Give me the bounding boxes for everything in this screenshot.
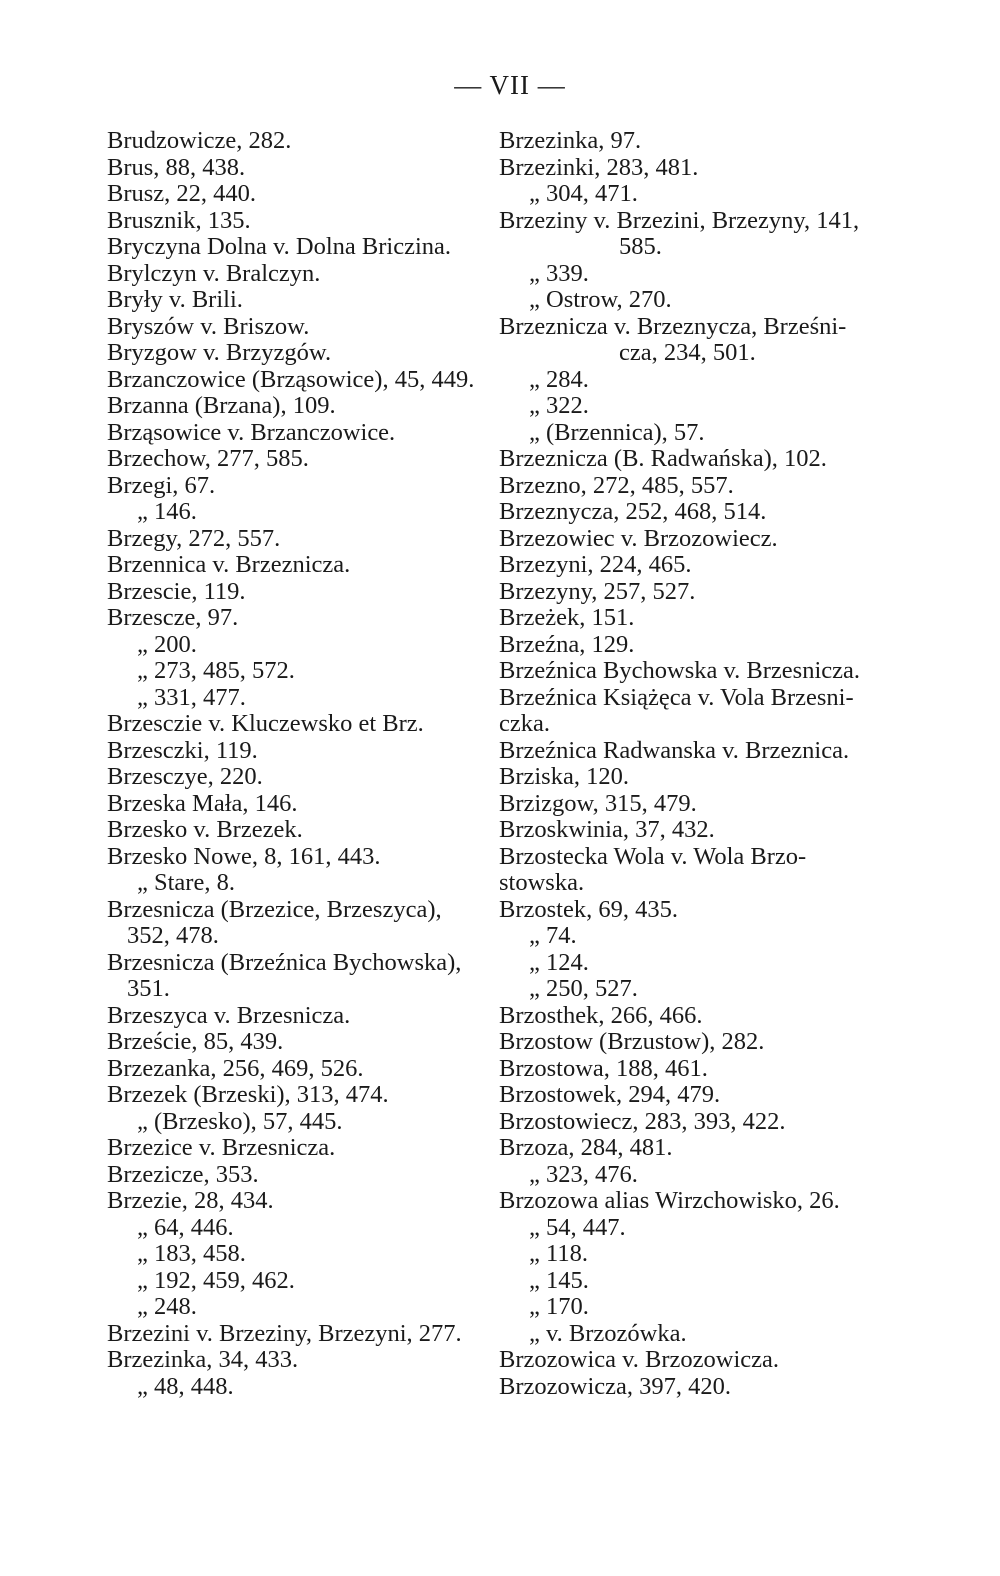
index-entry: „ 248.: [137, 1293, 197, 1320]
index-entry: „ 183, 458.: [137, 1240, 246, 1267]
index-entry: Brzostowek, 294, 479.: [499, 1081, 721, 1108]
index-entry: Brzesnicza (Brzezice, Brzeszyca),: [107, 895, 442, 923]
index-entry: Brzeszyca v. Brzesnicza.: [107, 1001, 351, 1029]
index-entry: Brzoskwinia, 37, 432.: [499, 816, 715, 843]
index-entry: „ 145.: [529, 1266, 589, 1294]
index-entry: Brzesczye, 220.: [107, 763, 263, 790]
index-entry: Bryczyna Dolna v. Dolna Briczina.: [107, 233, 452, 260]
index-entry: Brzeżek, 151.: [499, 604, 635, 631]
index-entry: Brzeźnica Książęca v. Vola Brzesni-: [499, 683, 854, 711]
index-entry: Brzezinki, 283, 481.: [499, 153, 699, 181]
index-entry: „ Ostrow, 270.: [529, 286, 672, 313]
index-entry: Brzesko Nowe, 8, 161, 443.: [107, 842, 381, 870]
index-entry: Brzezice v. Brzesnicza.: [107, 1134, 336, 1161]
index-entry: Brzostek, 69, 435.: [499, 895, 678, 923]
index-entry: Brzeźna, 129.: [499, 630, 635, 658]
index-entry: Brzeście, 85, 439.: [107, 1028, 284, 1055]
left-index-column: [107, 128, 502, 1400]
index-entry: Brzesnicza (Brzeźnica Bychowska),: [107, 948, 462, 976]
index-entry: Brzozowica v. Brzozowicza.: [499, 1346, 780, 1373]
index-entry: Brzizgow, 315, 479.: [499, 789, 697, 817]
index-entry: „ 124.: [529, 948, 589, 976]
index-entry: Brzeznicza v. Brzeznycza, Brześni-: [499, 312, 847, 340]
index-entry: Brzostowiecz, 283, 393, 422.: [499, 1107, 786, 1135]
index-entry: Brzezyni, 224, 465.: [499, 551, 692, 578]
index-entry: „ 331, 477.: [137, 683, 246, 711]
index-entry: „ 54, 447.: [529, 1213, 626, 1241]
index-entry: Brzesczie v. Kluczewsko et Brz.: [107, 710, 424, 737]
index-entry: „ 284.: [529, 365, 589, 393]
index-entry: „ 118.: [529, 1240, 588, 1267]
index-entry: „ 170.: [529, 1293, 589, 1320]
index-entry: „ 200.: [137, 630, 197, 658]
index-entry: „ 250, 527.: [529, 975, 638, 1002]
index-entry: Brzozowicza, 397, 420.: [499, 1372, 731, 1400]
index-entry: Brzennica v. Brzeznicza.: [107, 551, 351, 578]
index-entry: 585.: [619, 233, 662, 260]
index-entry: „ 64, 446.: [137, 1213, 234, 1241]
index-entry: „ 322.: [529, 392, 589, 419]
index-entry: Brzezek (Brzeski), 313, 474.: [107, 1081, 389, 1108]
index-entry: Bryzgow v. Brzyzgów.: [107, 339, 332, 366]
right-index-column: [499, 128, 894, 1400]
index-entry: stowska.: [499, 869, 585, 896]
index-entry: Brzescze, 97.: [107, 604, 239, 631]
index-entry: „ 48, 448.: [137, 1372, 234, 1400]
index-entry: Brzeźnica Radwanska v. Brzeznica.: [499, 736, 850, 764]
index-entry: „ 339.: [529, 259, 589, 287]
index-entry: „ 192, 459, 462.: [137, 1266, 295, 1294]
index-entry: Brzegi, 67.: [107, 471, 216, 499]
index-entry: Brzechow, 277, 585.: [107, 445, 309, 472]
index-entry: Brzostowa, 188, 461.: [499, 1054, 708, 1082]
index-entry: Brusznik, 135.: [107, 206, 251, 234]
index-entry: czka.: [499, 710, 550, 737]
index-entry: Brzostow (Brzustow), 282.: [499, 1028, 765, 1055]
index-entry: Brziska, 120.: [499, 763, 629, 790]
index-entry: Brzesczki, 119.: [107, 736, 258, 764]
index-entry: Brus, 88, 438.: [107, 153, 246, 181]
index-entry: Brzezyny, 257, 527.: [499, 577, 696, 605]
index-entry: „ (Brzennica), 57.: [529, 418, 705, 446]
index-entry: Brusz, 22, 440.: [107, 180, 257, 207]
index-entry: „ (Brzesko), 57, 445.: [137, 1107, 343, 1135]
index-entry: „ Stare, 8.: [137, 869, 235, 896]
index-entry: Brzeznycza, 252, 468, 514.: [499, 498, 767, 525]
index-entry: Brzezinka, 34, 433.: [107, 1346, 299, 1373]
index-entry: Brzezie, 28, 434.: [107, 1187, 274, 1214]
index-entry: Brzanczowice (Brząsowice), 45, 449.: [107, 365, 475, 393]
index-entry: Brzegy, 272, 557.: [107, 524, 281, 552]
index-entry: Brzeska Mała, 146.: [107, 789, 298, 817]
index-entry: Brzoza, 284, 481.: [499, 1134, 673, 1161]
index-entry: Brzezini v. Brzeziny, Brzezyni, 277.: [107, 1319, 462, 1347]
index-entry: Brzezowiec v. Brzozowiecz.: [499, 524, 778, 552]
index-entry: cza, 234, 501.: [619, 339, 756, 366]
index-entry: Brzosthek, 266, 466.: [499, 1001, 703, 1029]
index-entry: Brzezicze, 353.: [107, 1160, 259, 1188]
index-entry: Brzostecka Wola v. Wola Brzo-: [499, 842, 807, 870]
index-entry: „ 273, 485, 572.: [137, 657, 295, 684]
index-entry: 352, 478.: [127, 922, 219, 949]
index-entry: Brzeznicza (B. Radwańska), 102.: [499, 445, 827, 472]
index-entry: Brzeziny v. Brzezini, Brzezyny, 141,: [499, 206, 860, 234]
index-entry: Brudzowicze, 282.: [107, 127, 292, 154]
index-entry: „ 146.: [137, 498, 197, 525]
index-entry: Brzeźnica Bychowska v. Brzesnicza.: [499, 657, 860, 684]
index-entry: 351.: [127, 975, 170, 1002]
index-entry: Brzescie, 119.: [107, 577, 246, 605]
index-entry: Bryły v. Brili.: [107, 286, 243, 313]
index-entry: Brzezanka, 256, 469, 526.: [107, 1054, 364, 1082]
page-number-header: — VII —: [454, 70, 566, 100]
index-entry: „ 323, 476.: [529, 1160, 638, 1188]
index-entry: Brząsowice v. Brzanczowice.: [107, 418, 396, 446]
index-entry: Brzozowa alias Wirzchowisko, 26.: [499, 1187, 840, 1214]
index-entry: „ 74.: [529, 922, 577, 949]
index-entry: Brylczyn v. Bralczyn.: [107, 259, 321, 287]
index-entry: Brzezno, 272, 485, 557.: [499, 471, 734, 499]
index-entry: Brzezinka, 97.: [499, 127, 642, 154]
index-entry: „ 304, 471.: [529, 180, 638, 207]
index-entry: Brzanna (Brzana), 109.: [107, 392, 336, 419]
index-entry: Bryszów v. Briszow.: [107, 312, 310, 340]
index-entry: „ v. Brzozówka.: [529, 1319, 687, 1347]
index-entry: Brzesko v. Brzezek.: [107, 816, 303, 843]
